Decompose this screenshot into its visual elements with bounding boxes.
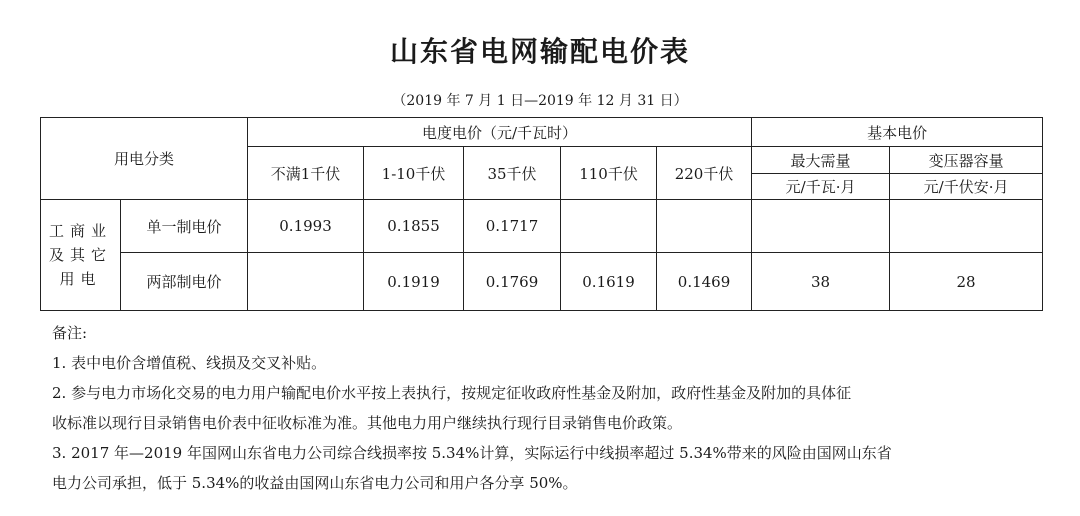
tariff-table xyxy=(40,117,1043,311)
max-demand-header: 最大需量 xyxy=(752,147,890,174)
transformer-capacity-unit: 元/千伏安·月 xyxy=(890,174,1043,200)
category-header: 用电分类 xyxy=(41,118,248,200)
price-cell xyxy=(561,200,657,253)
notes-heading: 备注: xyxy=(52,324,88,342)
customer-group-label: 工商业及其它用电 xyxy=(41,200,121,311)
row-label: 单一制电价 xyxy=(121,200,248,253)
note-item: 2. 参与电力市场化交易的电力用户输配电价水平按上表执行，按规定征收政府性基金及附加，政府性基金及附加的具体征 xyxy=(52,384,852,402)
table-row xyxy=(41,253,1043,311)
price-cell: 0.1919 xyxy=(364,253,464,311)
transformer-capacity-header: 变压器容量 xyxy=(890,147,1043,174)
price-cell xyxy=(657,200,752,253)
transformer-capacity-cell: 28 xyxy=(890,253,1043,311)
voltage-level-header: 35千伏 xyxy=(464,147,561,200)
price-cell xyxy=(248,253,364,311)
max-demand-cell: 38 xyxy=(752,253,890,311)
table-row xyxy=(41,200,1043,253)
price-cell: 0.1993 xyxy=(248,200,364,253)
notes-section xyxy=(52,318,1042,498)
note-item: 电力公司承担，低于 5.34%的收益由国网山东省电力公司和用户各分享 50%。 xyxy=(52,474,578,492)
voltage-level-header: 不满1千伏 xyxy=(248,147,364,200)
transformer-capacity-cell xyxy=(890,200,1043,253)
price-cell: 0.1717 xyxy=(464,200,561,253)
voltage-level-header: 110千伏 xyxy=(561,147,657,200)
max-demand-cell xyxy=(752,200,890,253)
row-label: 两部制电价 xyxy=(121,253,248,311)
price-cell: 0.1469 xyxy=(657,253,752,311)
document-title: 山东省电网输配电价表 xyxy=(389,35,690,68)
basic-price-header: 基本电价 xyxy=(752,118,1043,147)
price-cell: 0.1769 xyxy=(464,253,561,311)
note-item: 1. 表中电价含增值税、线损及交叉补贴。 xyxy=(52,354,327,372)
max-demand-unit: 元/千瓦·月 xyxy=(752,174,890,200)
note-item: 收标准以现行目录销售电价表中征收标准为准。其他电力用户继续执行现行目录销售电价政策。 xyxy=(52,414,683,432)
price-cell: 0.1619 xyxy=(561,253,657,311)
price-cell: 0.1855 xyxy=(364,200,464,253)
voltage-level-header: 1-10千伏 xyxy=(364,147,464,200)
energy-price-header: 电度电价（元/千瓦时） xyxy=(248,118,752,147)
effective-period: （2019 年 7 月 1 日—2019 年 12 月 31 日） xyxy=(392,93,688,109)
voltage-level-header: 220千伏 xyxy=(657,147,752,200)
note-item: 3. 2017 年—2019 年国网山东省电力公司综合线损率按 5.34%计算，实际运行中线损率超过 5.34%带来的风险由国网山东省 xyxy=(52,444,892,462)
